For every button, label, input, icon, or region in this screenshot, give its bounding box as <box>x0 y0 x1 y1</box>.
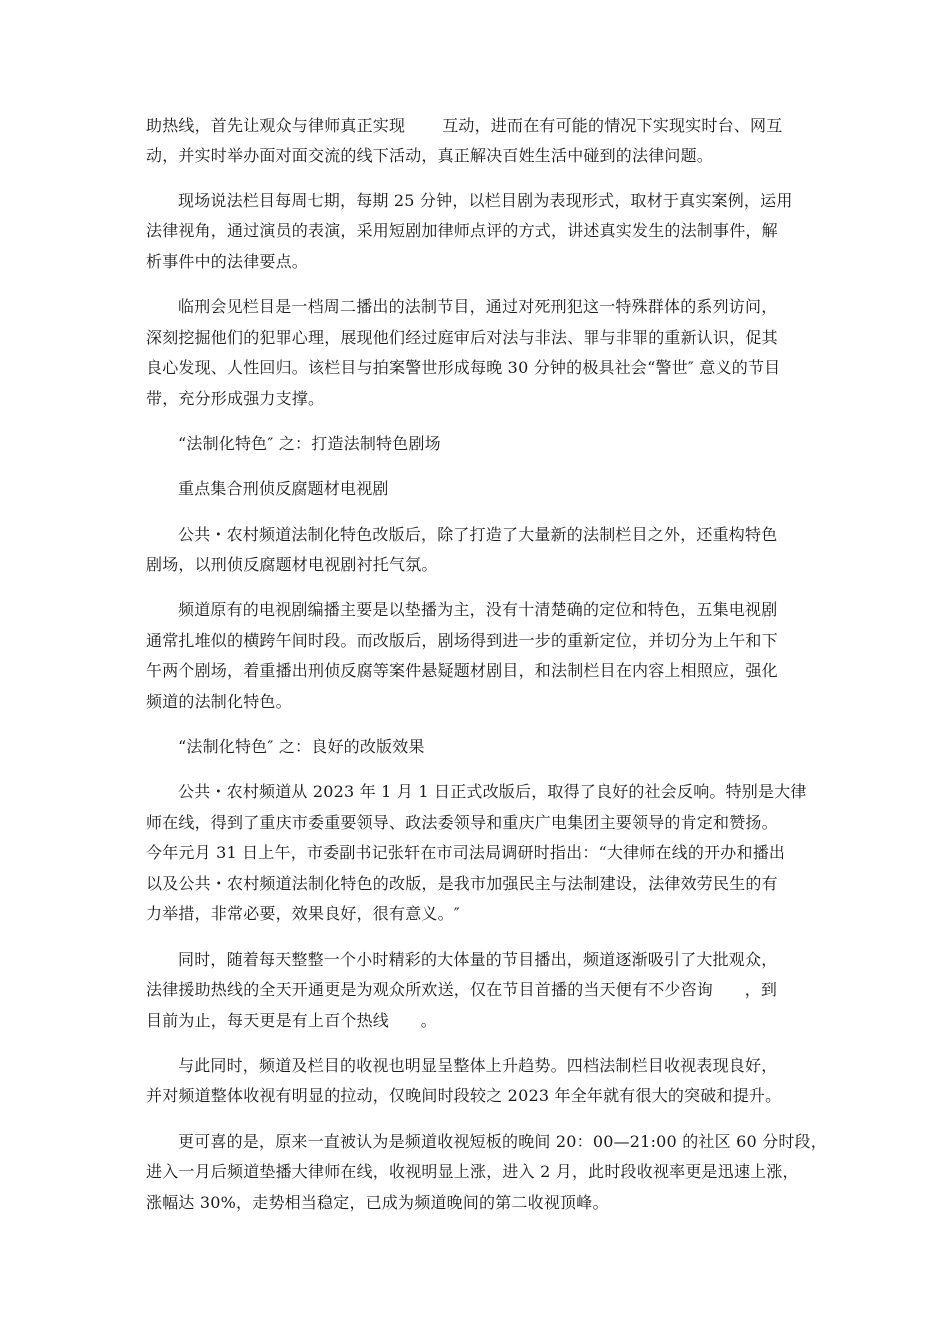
text-line: 今年元月 31 日上午，市委副书记张轩在市司法局调研时指出：“大律师在线的开办和播出 <box>146 843 786 862</box>
text-line: 析事件中的法律要点。 <box>146 252 309 271</box>
text-line: 午两个剧场，着重播出刑侦反腐等案件悬疑题材剧目，和法制栏目在内容上相照应，强化 <box>146 661 778 680</box>
text-line: 现场说法栏目每周七期，每期 25 分钟，以栏目剧为表现形式，取材于真实案例，运用 <box>178 191 793 210</box>
text-line: 剧场，以刑侦反腐题材电视剧衬托气氛。 <box>146 555 438 574</box>
text-line: 更可喜的是，原来一直被认为是频道收视短板的晚间 20：00—21:00 的社区 60 分时段， <box>178 1132 827 1151</box>
text-line: 同时，随着每天整整一个小时精彩的大体量的节目播出，频道逐渐吸引了大批观众， <box>178 950 778 969</box>
text-line: 频道的法制化特色。 <box>146 692 292 711</box>
text-line: 并对频道整体收视有明显的拉动，仅晚间时段较之 2023 年全年就有很大的突破和提升。 <box>146 1086 782 1105</box>
text-line: 通常扎堆似的横跨午间时段。而改版后，剧场得到进一步的重新定位，并切分为上午和下 <box>146 631 778 650</box>
text-line: 频道原有的电视剧编播主要是以垫播为主，没有十清楚确的定位和特色，五集电视剧 <box>178 600 778 619</box>
text-line: 力举措，非常必要，效果良好，很有意义。″ <box>146 904 460 923</box>
text-line: 师在线，得到了重庆市委重要领导、政法委领导和重庆广电集团主要领导的肯定和赞扬。 <box>146 813 778 832</box>
text-line: 法律援助热线的全天开通更是为观众所欢送，仅在节目首播的当天便有不少咨询 ，到 <box>146 980 778 999</box>
text-line: 良心发现、人性回归。该栏目与拍案警世形成每晚 30 分钟的极具社会“警世″ 意义的节目 <box>146 358 781 377</box>
text-line: 公共・农村频道从 2023 年 1 月 1 日正式改版后，取得了良好的社会反响。特别是大律 <box>178 782 807 801</box>
section-heading: “法制化特色″ 之：打造法制特色剧场 <box>178 434 441 453</box>
section-subheading: 重点集合刑侦反腐题材电视剧 <box>178 479 389 498</box>
section-heading: “法制化特色″ 之：良好的改版效果 <box>178 737 425 756</box>
text-line: 法律视角，通过演员的表演，采用短剧加律师点评的方式，讲述真实发生的法制事件，解 <box>146 221 778 240</box>
text-line: 公共・农村频道法制化特色改版后，除了打造了大量新的法制栏目之外，还重构特色 <box>178 525 778 544</box>
text-line: 带，充分形成强力支撑。 <box>146 389 325 408</box>
text-line: 目前为止，每天更是有上百个热线 。 <box>146 1011 437 1030</box>
text-line: 动，并实时举办面对面交流的线下活动，真正解决百姓生活中碰到的法律问题。 <box>146 146 714 165</box>
text-line: 与此同时，频道及栏目的收视也明显呈整体上升趋势。四档法制栏目收视表现良好， <box>178 1056 778 1075</box>
text-line: 临刑会见栏目是一档周二播出的法制节目，通过对死刑犯这一特殊群体的系列访问， <box>178 297 778 316</box>
text-line: 涨幅达 30%，走势相当稳定，已成为频道晚间的第二收视顶峰。 <box>146 1193 609 1212</box>
text-line: 助热线，首先让观众与律师真正实现 互动，进而在有可能的情况下实现实时台、网互 <box>146 116 783 135</box>
text-line: 深刻挖掘他们的犯罪心理，展现他们经过庭审后对法与非法、罪与非罪的重新认识，促其 <box>146 328 778 347</box>
text-line: 进入一月后频道垫播大律师在线，收视明显上涨，进入 2 月，此时段收视率更是迅速上涨， <box>146 1162 799 1181</box>
text-line: 以及公共・农村频道法制化特色的改版，是我市加强民主与法制建设，法律效劳民生的有 <box>146 874 778 893</box>
